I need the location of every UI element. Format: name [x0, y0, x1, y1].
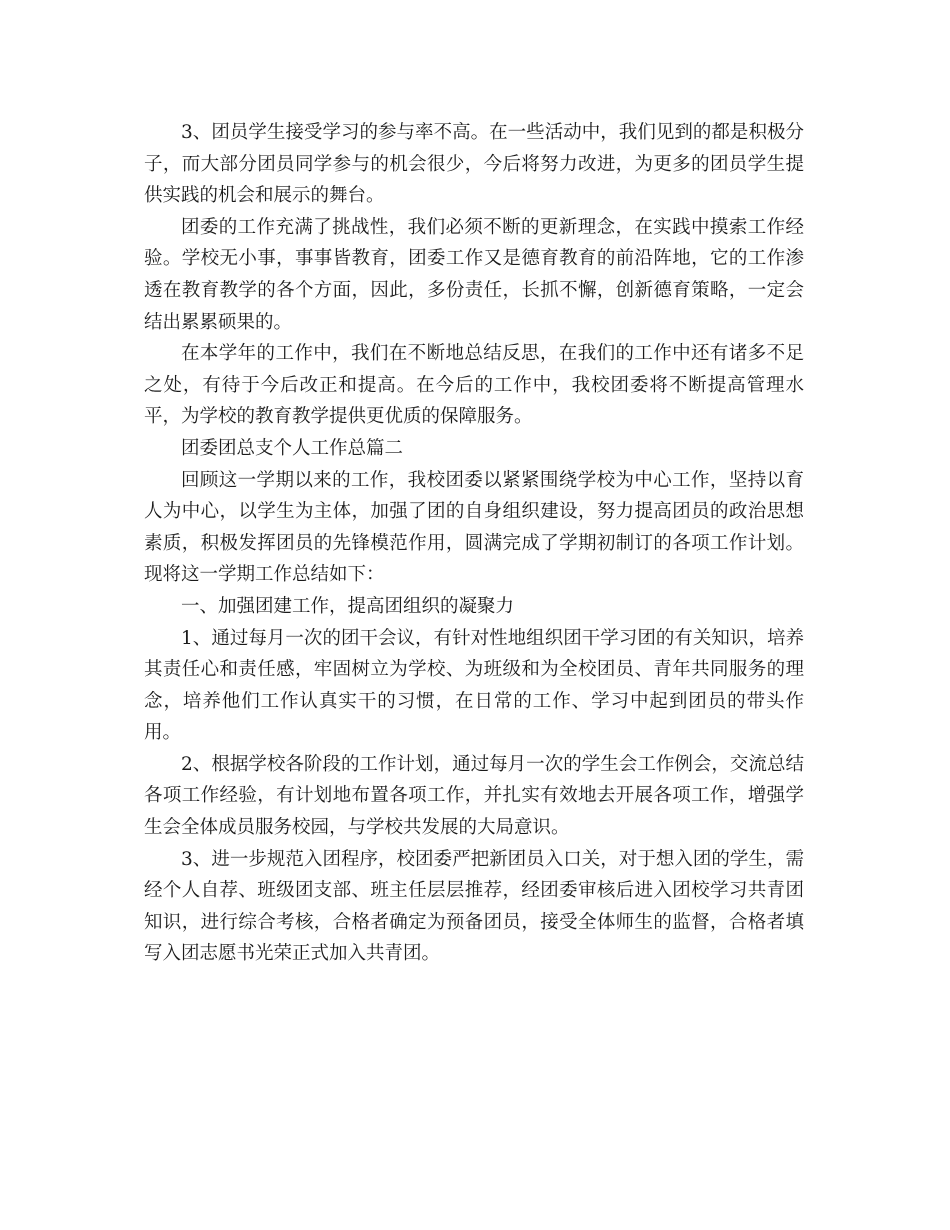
section-title-part-two: 团委团总支个人工作总篇二 [181, 437, 404, 459]
document-body [144, 117, 804, 970]
paragraph-2: 团委的工作充满了挑战性，我们必须不断的更新理念，在实践中摸索工作经验。学校无小事，事事皆教育，团委工作又是德育教育的前沿阵地，它的工作渗透在教育教学的各个方面，因此，多份责任，长抓不懈，创新德育策略，一定会结出累累硕果的。 [144, 216, 804, 333]
paragraph-7: 3、进一步规范入团程序，校团委严把新团员入口关，对于想入团的学生，需经个人自荐、班级团支部、班主任层层推荐，经团委审核后进入团校学习共青团知识，进行综合考核，合格者确定为预备团员，接受全体师生的监督，合格者填写入团志愿书光荣正式加入共青团。 [144, 848, 804, 965]
paragraph-1: 3、团员学生接受学习的参与率不高。在一些活动中，我们见到的都是积极分子，而大部分团员同学参与的机会很少，今后将努力改进，为更多的团员学生提供实践的机会和展示的舞台。 [144, 122, 804, 207]
paragraph-5: 1、通过每月一次的团干会议，有针对性地组织团干学习团的有关知识，培养其责任心和责任感，牢固树立为学校、为班级和为全校团员、青年共同服务的理念，培养他们工作认真实干的习惯，在日常的工作、学习中起到团员的带头作用。 [144, 627, 804, 744]
paragraph-4: 回顾这一学期以来的工作，我校团委以紧紧围绕学校为中心工作，坚持以育人为中心，以学生为主体，加强了团的自身组织建设，努力提高团员的政治思想素质，积极发挥团员的先锋模范作用，圆满完成了学期初制订的各项工作计划。现将这一学期工作总结如下： [144, 469, 804, 586]
paragraph-3: 在本学年的工作中，我们在不断地总结反思，在我们的工作中还有诸多不足之处，有待于今后改正和提高。在今后的工作中，我校团委将不断提高管理水平，为学校的教育教学提供更优质的保障服务。 [144, 343, 804, 428]
section-heading-1: 一、加强团建工作，提高团组织的凝聚力 [181, 595, 515, 617]
paragraph-6: 2、根据学校各阶段的工作计划，通过每月一次的学生会工作例会，交流总结各项工作经验，有计划地布置各项工作，并扎实有效地去开展各项工作，增强学生会全体成员服务校园，与学校共发展的大局意识。 [144, 753, 804, 839]
